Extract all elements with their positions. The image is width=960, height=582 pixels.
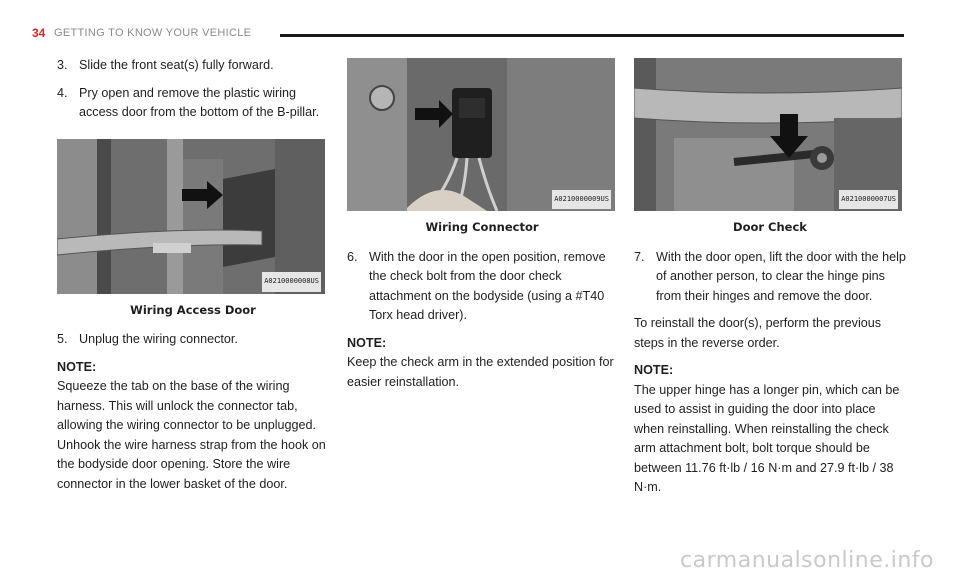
column-left	[57, 56, 329, 502]
figure-id: A0210000007US	[839, 190, 898, 210]
note-text: The upper hinge has a longer pin, which can be used to assist in guiding the door into place when reinstalling. When reinstalling the check arm attachment bolt, bolt torque should be between 11.76 ft·lb / 16 N·m and 27.9 ft·lb / 38 N·m.	[634, 382, 900, 494]
note-label: NOTE:	[57, 359, 97, 374]
step-number: 5.	[57, 332, 68, 346]
column-right	[634, 58, 906, 506]
figure-caption: Wiring Connector	[425, 220, 539, 234]
reinstall-text: To reinstall the door(s), perform the previous steps in the reverse order.	[634, 316, 882, 350]
door-check-illustration	[634, 58, 902, 211]
step-6	[347, 248, 617, 326]
note-text: Squeeze the tab on the base of the wiring harness. This will unlock the connector tab, allowing the wiring connector to be unplugged. Unhook the wire harness strap from the hook on the bodyside door opening. Store the wire connector in the lower basket of the door.	[57, 379, 326, 491]
step-number: 7.	[634, 249, 645, 264]
wiring-connector-illustration	[347, 58, 615, 211]
figure-id: A0210000009US	[552, 190, 611, 210]
figure-wiring-connector	[347, 58, 615, 211]
step-number: 6.	[347, 249, 358, 264]
figure-id: A0210000008US	[262, 272, 321, 292]
note-text: Keep the check arm in the extended position for easier reinstallation.	[347, 355, 614, 389]
section-title: GETTING TO KNOW YOUR VEHICLE	[54, 27, 252, 39]
step-text: Pry open and remove the plastic wiring access door from the bottom of the B-pillar.	[79, 85, 320, 119]
page-header	[32, 26, 904, 44]
step-text: Slide the front seat(s) fully forward.	[79, 58, 274, 72]
figure-door-check	[634, 58, 902, 211]
step-number: 4.	[57, 85, 68, 100]
watermark: carmanualsonline.info	[680, 548, 934, 573]
step-number: 3.	[57, 58, 68, 72]
step-3	[57, 56, 329, 76]
page-number: 34	[32, 26, 46, 40]
step-4	[57, 84, 329, 123]
figure-caption: Wiring Access Door	[130, 302, 256, 317]
step-text: With the door in the open position, remove the check bolt from the door check attachment on the bodyside (using a #T40 Torx head driver).	[369, 249, 606, 322]
step-text: Unplug the wiring connector.	[79, 332, 238, 346]
header-rule	[280, 34, 904, 37]
column-middle	[347, 58, 617, 400]
step-5	[57, 330, 329, 350]
note-label: NOTE:	[634, 363, 674, 377]
figure-wiring-access-door	[57, 139, 325, 294]
figure-caption: Door Check	[733, 220, 807, 234]
note-label: NOTE:	[347, 335, 387, 350]
wiring-access-door-illustration	[57, 139, 325, 294]
step-text: With the door open, lift the door with the help of another person, to clear the hinge pins from their hinges and remove the door.	[656, 249, 906, 303]
step-7	[634, 248, 906, 307]
